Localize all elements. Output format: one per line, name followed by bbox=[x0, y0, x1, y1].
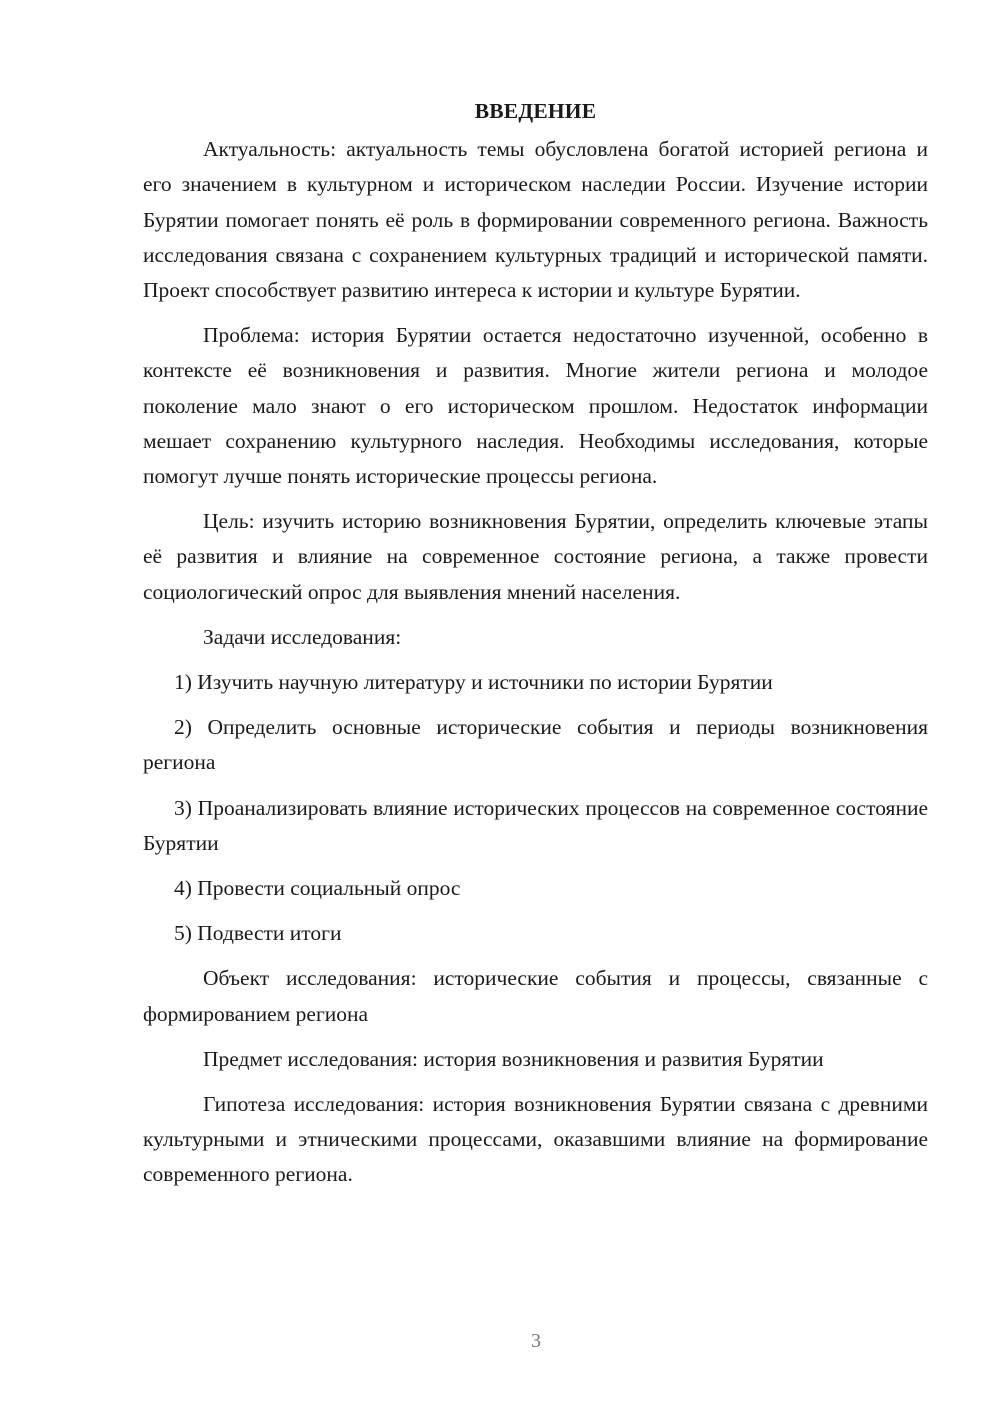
document-page bbox=[143, 94, 928, 1193]
page-title: ВВЕДЕНИЕ bbox=[474, 99, 597, 123]
task-item-5: 5) Подвести итоги bbox=[174, 921, 342, 946]
goal-paragraph: Цель: изучить историю возникновения Бурятии, определить ключевые этапы её развития и влияние на современное состояние региона, а также провести социологический опрос для выявления мнений населения. bbox=[143, 509, 928, 604]
hypothesis-paragraph: Гипотеза исследования: история возникновения Бурятии связана с древними культурными и этническими процессами, оказавшими влияние на формирование современного региона. bbox=[143, 1092, 928, 1187]
task-item-2: 2) Определить основные исторические события и периоды возникновения региона bbox=[143, 715, 928, 775]
tasks-title: Задачи исследования: bbox=[203, 624, 402, 649]
object-paragraph: Объект исследования: исторические события и процессы, связанные с формированием региона bbox=[143, 966, 928, 1026]
subject-paragraph: Предмет исследования: история возникновения и развития Бурятии bbox=[203, 1046, 824, 1071]
task-item-4: 4) Провести социальный опрос bbox=[174, 876, 461, 901]
problem-paragraph: Проблема: история Бурятии остается недостаточно изученной, особенно в контексте её возникновения и развития. Многие жители региона и молодое поколение мало знают о его историческом прошлом. Недостаток информации мешает сохранению культурного наследия. Необходимы исследования, которые помогут лучше понять исторические процессы региона. bbox=[143, 323, 928, 489]
task-item-1: 1) Изучить научную литературу и источники по истории Бурятии bbox=[174, 670, 773, 695]
task-item-3: 3) Проанализировать влияние исторических процессов на современное состояние Бурятии bbox=[143, 795, 928, 855]
relevance-paragraph: Актуальность: актуальность темы обусловлена богатой историей региона и его значением в культурном и историческом наследии России. Изучение истории Бурятии помогает понять её роль в формировании современного региона. Важность исследования связана с сохранением культурных традиций и исторической памяти. Проект способствует развитию интереса к истории и культуре Бурятии. bbox=[143, 137, 928, 303]
page-number: 3 bbox=[531, 1330, 541, 1352]
